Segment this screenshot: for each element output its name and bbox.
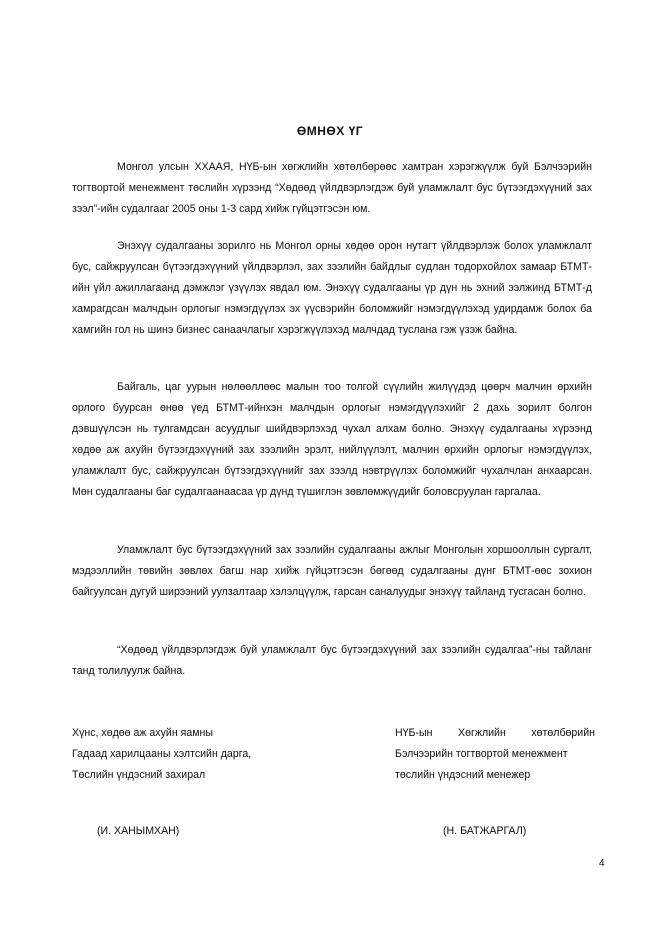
paragraph-purpose: Энэхүү судалгааны зорилго нь Монгол орны хөдөө орон нутагт үйлдвэрлэж болох уламжлалт бус, сайжруулсан бүтээгдэхүүний үйлдвэрлэл, зах зээлийн байдлыг судлан тодорхойлох замаар БТМТ-ийн үйл ажиллагаанд дэмжлэг үзүүлэх явдал юм. Энэхүү судалгааны үр дүн нь эхний ээлжинд БТМТ-д хамрагдсан малчдын орлогыг нэмэгдүүлэх эх үүсвэрийн боломжийг нэмэгдүүлэхэд удирдамж болох ба хамгийн гол нь шинэ бизнес санаачлагыг хэрэгжүүлэхэд малчдад туслана гэж үзэж байна. [72, 240, 592, 336]
signatory-right-line: төслийн үндэсний менежер [395, 769, 531, 781]
paragraph-closing: “Хөдөөд үйлдвэрлэгдэж буй уламжлалт бус бүтээгдэхүүний зах зээлийн судалгаа”-ны тайланг танд толилуулж байна. [72, 644, 592, 677]
signatory-right-block [395, 723, 595, 786]
signatory-left-line: Төслийн үндэсний захирал [72, 769, 206, 781]
paragraph-methodology: Уламжлалт бус бүтээгдэхүүний зах зээлийн судалгааны ажлыг Монголын хоршооллын сургалт, мэдээллийн төвийн зөвлөх багш нар хийж гүйцэтгэсэн бөгөөд судалгааны дүнг БТМТ-өөс зохион байгуулсан дугуй ширээний уулзалтаар хэлэлцүүлж, гарсан саналуудыг энэхүү тайланд тусгасан болно. [72, 544, 592, 598]
paragraph-context: Байгаль, цаг уурын нөлөөллөөс малын тоо толгой сүүлийн жилүүдэд цөөрч малчин өрхийн орлого буурсан өнөө үед БТМТ-ийнхэн малчдын орлогыг нэмэгдүүлэхийг 2 дахь зорилт болгон дэвшүүлсэн нь тулгамдсан асуудлыг шийдвэрлэхэд чухал алхам болно. Энэхүү судалгааны хүрээнд хөдөө аж ахуйн бүтээгдэхүүний зах зээлийн эрэлт, нийлүүлэлт, малчин өрхийн орлогыг нэмэгдүүлэх, уламжлалт бус, сайжруулсан бүтээгдэхүүнийг зах зээлд нэвтрүүлэх боломжийг чухалчлан анхаарсан. Мөн судалгааны баг судалгаанаасаа үр дүнд түшиглэн зөвлөмжүүдийг боловсруулан гаргалаа. [72, 381, 592, 498]
signatory-right-first-line [395, 723, 595, 744]
signatory-right-word: НҮБ-ын [395, 727, 433, 739]
signatory-left-block [72, 723, 312, 786]
signatory-right-line: Бэлчээрийн тогтвортой менежмент [395, 748, 568, 760]
signatory-right-name: (Н. БАТЖАРГАЛ) [443, 825, 527, 837]
signatory-left-name: (И. ХАНЫМХАН) [97, 825, 180, 837]
signatory-left-line: Гадаад харилцааны хэлтсийн дарга, [72, 748, 252, 760]
signatory-right-word: Хөгжлийн [458, 727, 506, 739]
page-title: ӨМНӨХ ҮГ [296, 124, 364, 138]
signatory-right-word: хөтөлбөрийн [531, 727, 595, 739]
signatory-left-line: Хүнс, хөдөө аж ахуйн яамны [72, 727, 213, 739]
paragraph-intro: Монгол улсын ХХААЯ, НҮБ-ын хөгжлийн хөтөлбөрөөс хамтран хэрэгжүүлж буй Бэлчээрийн тогтвортой менежмент төслийн хүрээнд “Хөдөөд үйлдвэрлэгдэж буй уламжлалт бус бүтээгдэхүүний зах зээл”-ийн судалгааг 2005 оны 1-3 сард хийж гүйцэтгэсэн юм. [72, 161, 592, 215]
page-number: 4 [599, 858, 605, 869]
